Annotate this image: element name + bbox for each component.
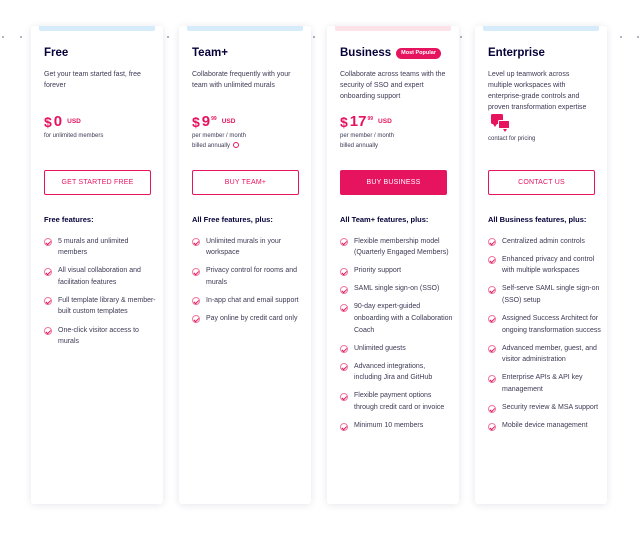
- list-item: Self-serve SAML single sign-on (SSO) setup: [488, 285, 601, 307]
- price-note: contact for pricing: [488, 136, 536, 142]
- buy-business-button[interactable]: BUY BUSINESS: [340, 170, 447, 195]
- check-circle-icon: [488, 238, 496, 246]
- list-item: Privacy control for rooms and murals: [192, 267, 305, 289]
- list-item: SAML single sign-on (SSO): [340, 285, 453, 295]
- check-circle-icon: [488, 256, 496, 264]
- get-started-free-button[interactable]: GET STARTED FREE: [44, 170, 151, 195]
- check-circle-icon: [340, 238, 348, 246]
- plan-description: Get your team started fast, free forever: [44, 71, 141, 89]
- plan-name: Free: [44, 47, 69, 59]
- price-note: per member / month: [340, 133, 395, 139]
- plan-name: Business: [340, 47, 392, 59]
- list-item: Unlimited murals in your workspace: [192, 237, 305, 259]
- list-item: Minimum 10 members: [340, 422, 453, 432]
- plan-price: $ 0 USD: [44, 113, 81, 130]
- check-circle-icon: [192, 315, 200, 323]
- check-circle-icon: [340, 304, 348, 312]
- features-title: All Free features, plus:: [192, 215, 273, 224]
- check-circle-icon: [488, 405, 496, 413]
- plan-description: Collaborate across teams with the security of SSO and expert onboarding support: [340, 71, 446, 100]
- plan-name: Enterprise: [488, 47, 545, 59]
- contact-us-button[interactable]: CONTACT US: [488, 170, 595, 195]
- check-circle-icon: [340, 393, 348, 401]
- features-title: All Business features, plus:: [488, 215, 587, 224]
- list-item: Enterprise APIs & API key management: [488, 374, 601, 396]
- check-circle-icon: [192, 238, 200, 246]
- check-circle-icon: [340, 423, 348, 431]
- list-item: In-app chat and email support: [192, 296, 305, 306]
- list-item: Flexible membership model (Quarterly Engaged Members): [340, 237, 453, 259]
- check-circle-icon: [488, 375, 496, 383]
- plan-price: $ 9 99 USD: [192, 113, 236, 130]
- plan-description: Collaborate frequently with your team with unlimited murals: [192, 71, 291, 89]
- plan-description: Level up teamwork across multiple workspaces with enterprise-grade controls and proven transformation expertise: [488, 71, 587, 111]
- check-circle-icon: [192, 297, 200, 305]
- list-item: Advanced member, guest, and visitor administration: [488, 344, 601, 366]
- list-item: Full template library & member-built custom templates: [44, 296, 157, 318]
- check-circle-icon: [340, 363, 348, 371]
- check-circle-icon: [340, 286, 348, 294]
- buy-team-plus-button[interactable]: BUY TEAM+: [192, 170, 299, 195]
- list-item: 90-day expert-guided onboarding with a Collaboration Coach: [340, 303, 453, 336]
- most-popular-badge: Most Popular: [396, 48, 441, 59]
- check-circle-icon: [488, 315, 496, 323]
- feature-list: [192, 237, 305, 333]
- list-item: Unlimited guests: [340, 344, 453, 354]
- plan-card-enterprise: [475, 26, 607, 504]
- price-note: for unlimited members: [44, 133, 104, 139]
- list-item: 5 murals and unlimited members: [44, 237, 157, 259]
- check-circle-icon: [340, 268, 348, 276]
- price-note: per member / month: [192, 133, 247, 139]
- plan-card-business: [327, 26, 459, 504]
- list-item: Flexible payment options through credit card or invoice: [340, 392, 453, 414]
- check-circle-icon: [488, 345, 496, 353]
- feature-list: [340, 237, 453, 440]
- list-item: Centralized admin controls: [488, 237, 601, 247]
- billing-note: billed annually: [192, 142, 299, 151]
- check-circle-icon: [44, 268, 52, 276]
- check-circle-icon: [44, 327, 52, 335]
- check-circle-icon: [44, 238, 52, 246]
- plan-card-free: [31, 26, 163, 504]
- list-item: Mobile device management: [488, 422, 601, 432]
- list-item: Enhanced privacy and control with multiple workspaces: [488, 255, 601, 277]
- feature-list: [44, 237, 157, 356]
- plan-card-team-plus: [179, 26, 311, 504]
- info-icon[interactable]: [233, 142, 239, 148]
- check-circle-icon: [44, 297, 52, 305]
- plan-name: Team+: [192, 47, 228, 59]
- list-item: Priority support: [340, 267, 453, 277]
- plan-price: $ 17 99 USD: [340, 113, 392, 130]
- list-item: Assigned Success Architect for ongoing transformation success: [488, 314, 601, 336]
- chat-bubbles-icon: [488, 112, 514, 134]
- check-circle-icon: [192, 268, 200, 276]
- check-circle-icon: [340, 345, 348, 353]
- check-circle-icon: [488, 286, 496, 294]
- check-circle-icon: [488, 423, 496, 431]
- billing-note: billed annually: [340, 143, 379, 149]
- list-item: Advanced integrations, including Jira and GitHub: [340, 362, 453, 384]
- list-item: One-click visitor access to murals: [44, 326, 157, 348]
- features-title: All Team+ features, plus:: [340, 215, 429, 224]
- list-item: All visual collaboration and facilitation features: [44, 267, 157, 289]
- features-title: Free features:: [44, 215, 94, 224]
- list-item: Security review & MSA support: [488, 404, 601, 414]
- pricing-cards: [31, 26, 609, 504]
- feature-list: [488, 237, 601, 440]
- list-item: Pay online by credit card only: [192, 314, 305, 324]
